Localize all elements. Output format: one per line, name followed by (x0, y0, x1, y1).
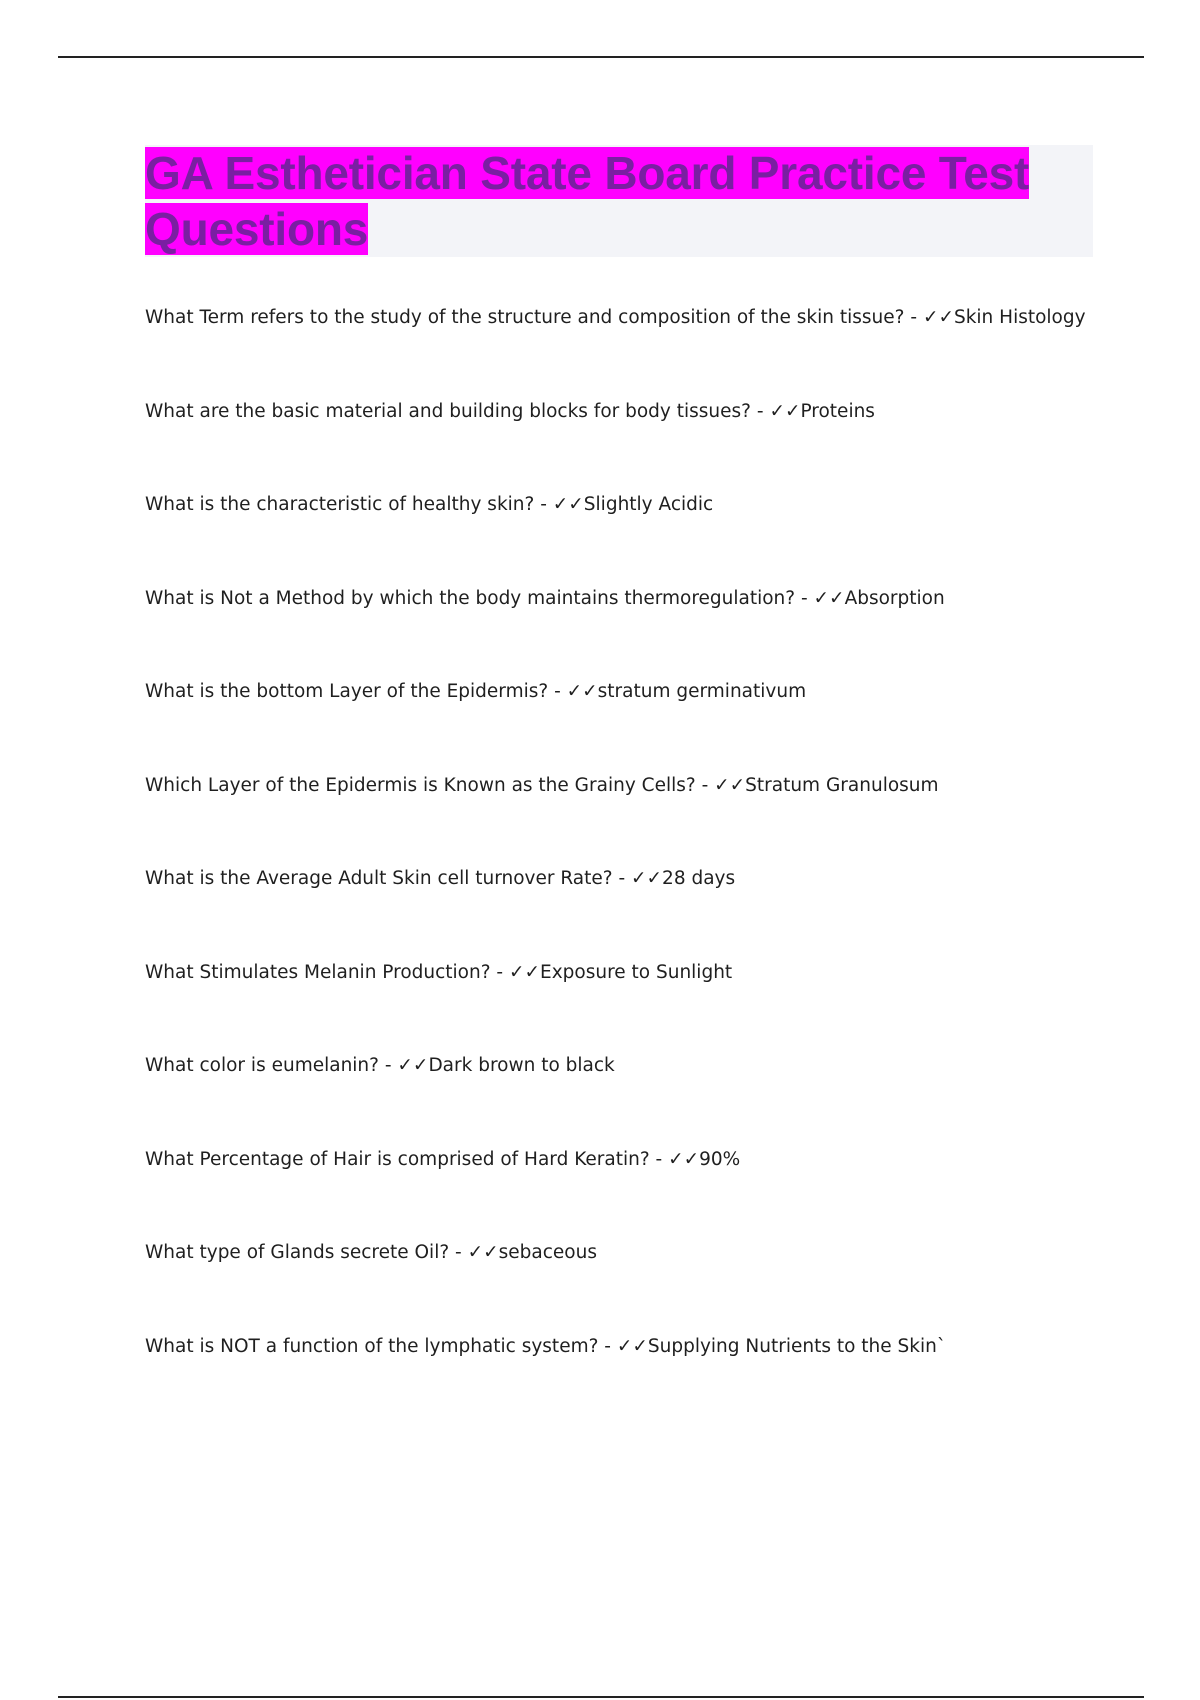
double-check-icon: ✓✓ (631, 868, 663, 889)
qa-item (145, 399, 1105, 493)
answer-text: Slightly Acidic (583, 494, 714, 515)
double-check-icon: ✓✓ (566, 681, 598, 702)
qa-item (145, 960, 1105, 1054)
question-text: What is Not a Method by which the body maintains thermoregulation? (145, 587, 796, 609)
double-check-icon: ✓✓ (714, 774, 746, 796)
question-text: What Percentage of Hair is comprised of Hard Keratin? (145, 1148, 650, 1170)
qa-item (145, 1334, 1105, 1428)
separator: - (598, 1335, 617, 1357)
document-title-text: GA Esthetician State Board Practice Test Questions (145, 147, 1030, 255)
bottom-rule (58, 1696, 1144, 1698)
double-check-icon: ✓✓ (668, 1148, 700, 1170)
qa-item (145, 492, 1105, 586)
double-check-icon: ✓✓ (769, 400, 801, 422)
answer-text: Absorption (844, 587, 945, 609)
qa-item (145, 1147, 1105, 1241)
answer-text: sebaceous (498, 1242, 597, 1263)
question-text: Which Layer of the Epidermis is Known as the Grainy Cells? (145, 774, 696, 796)
separator: - (449, 1242, 468, 1263)
question-text: What Stimulates Melanin Production? (145, 961, 491, 983)
qa-item (145, 586, 1105, 680)
separator: - (612, 868, 632, 889)
title-block (145, 145, 1093, 257)
question-text: What color is eumelanin? (145, 1055, 379, 1076)
question-text: What is the bottom Layer of the Epidermis? (145, 681, 549, 702)
qa-item (145, 305, 1105, 399)
double-check-icon: ✓✓ (552, 494, 584, 515)
answer-text: Skin Histology (953, 307, 1086, 328)
double-check-icon: ✓✓ (922, 307, 954, 328)
answer-text: Supplying Nutrients to the Skin` (647, 1335, 947, 1357)
top-rule (58, 56, 1144, 58)
qa-item (145, 1240, 1105, 1334)
answer-text: stratum germinativum (597, 681, 807, 702)
answer-text: Proteins (800, 400, 875, 422)
separator: - (751, 400, 770, 422)
separator: - (904, 307, 923, 328)
separator: - (795, 587, 814, 609)
qa-item (145, 679, 1105, 773)
document-title (145, 145, 1093, 257)
separator: - (534, 494, 553, 515)
double-check-icon: ✓✓ (508, 961, 540, 983)
question-text: What is NOT a function of the lymphatic system? (145, 1335, 599, 1357)
separator: - (378, 1055, 398, 1076)
qa-item (145, 866, 1105, 960)
answer-text: Dark brown to black (428, 1055, 615, 1076)
separator: - (548, 681, 567, 702)
double-check-icon: ✓✓ (813, 587, 845, 609)
answer-text: Stratum Granulosum (745, 774, 939, 796)
separator: - (695, 774, 715, 796)
answer-text: Exposure to Sunlight (540, 961, 733, 983)
double-check-icon: ✓✓ (616, 1335, 648, 1357)
separator: - (490, 961, 509, 983)
question-text: What Term refers to the study of the structure and composition of the skin tissue? (145, 307, 905, 328)
question-text: What is the characteristic of healthy skin? (145, 494, 535, 515)
question-text: What is the Average Adult Skin cell turnover Rate? (145, 868, 613, 889)
question-list (145, 305, 1105, 1427)
question-text: What are the basic material and building blocks for body tissues? (145, 400, 751, 422)
answer-text: 90% (699, 1148, 741, 1170)
double-check-icon: ✓✓ (397, 1055, 429, 1076)
qa-item (145, 1053, 1105, 1147)
qa-item (145, 773, 1105, 867)
answer-text: 28 days (662, 868, 736, 889)
double-check-icon: ✓✓ (467, 1242, 499, 1263)
separator: - (649, 1148, 669, 1170)
question-text: What type of Glands secrete Oil? (145, 1242, 450, 1263)
